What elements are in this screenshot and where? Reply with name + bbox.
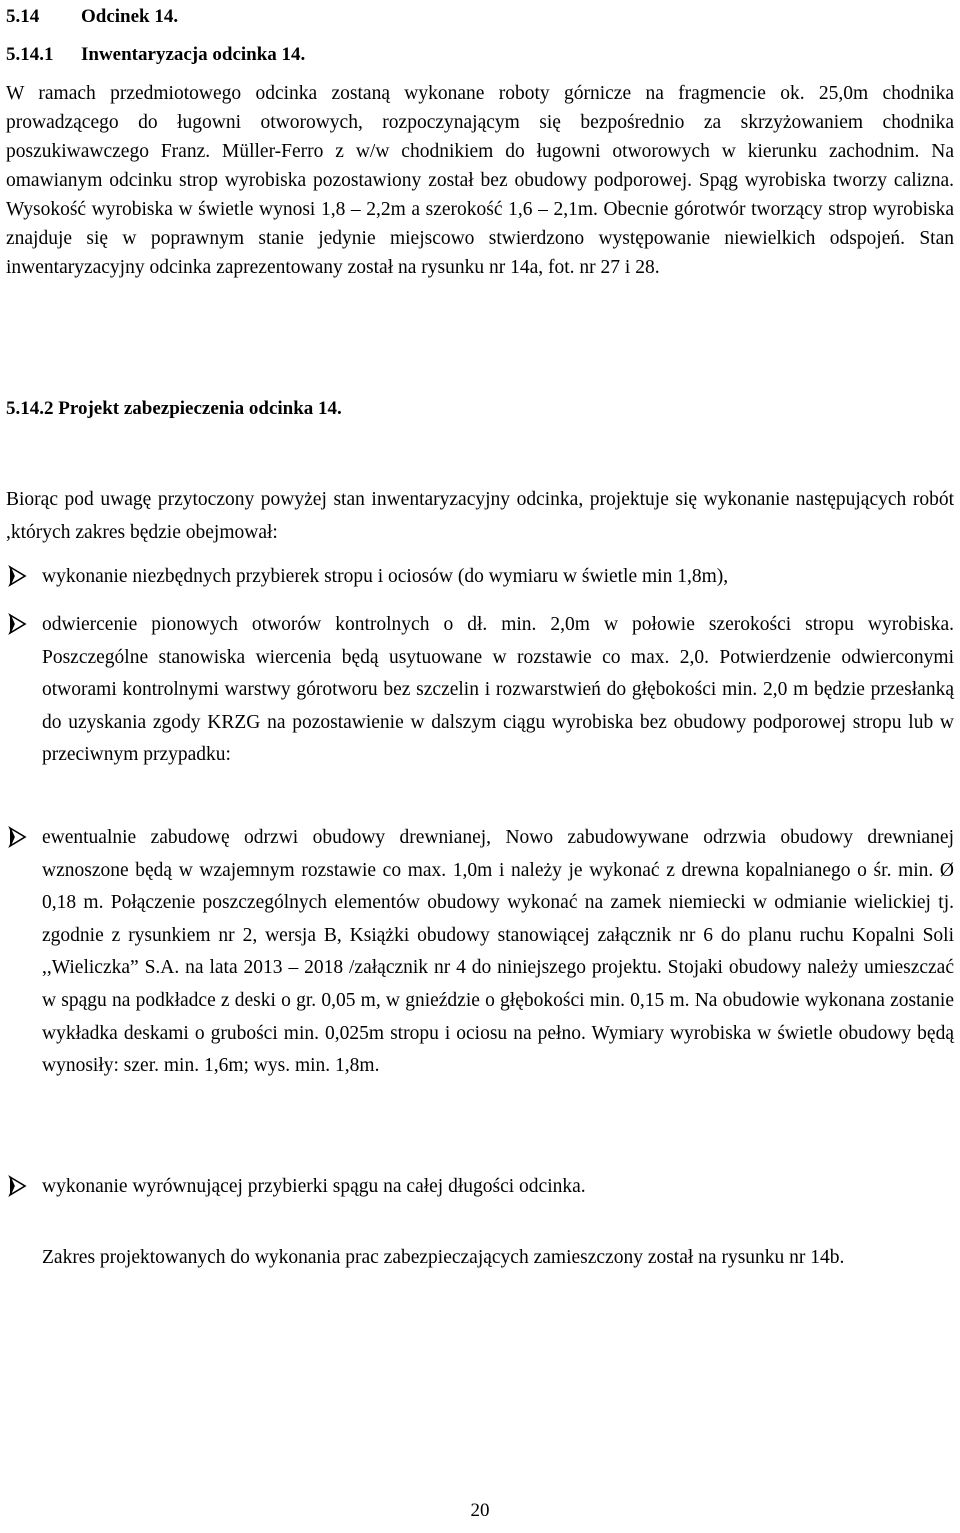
heading-number: 5.14.2 xyxy=(6,398,54,419)
heading-section-5-14 xyxy=(6,4,178,29)
heading-title: Inwentaryzacja odcinka 14. xyxy=(81,44,306,65)
summary-paragraph: Zakres projektowanych do wykonania prac zabezpieczających zamieszczony został na rysunku nr 14b. xyxy=(42,1247,845,1268)
arrowhead-bullet-icon xyxy=(6,564,28,588)
arrowhead-bullet-icon xyxy=(6,612,28,636)
project-intro-paragraph: Biorąc pod uwagę przytoczony powyżej stan inwentaryzacyjny odcinka, projektuje się wykonanie następujących robót ,których zakres będzie obejmował: xyxy=(6,489,954,543)
heading-title: Projekt zabezpieczenia odcinka 14. xyxy=(58,398,342,419)
bullet-text: odwiercenie pionowych otworów kontrolnych o dł. min. 2,0m w połowie szerokości stropu wyrobiska. Poszczególne stanowiska wiercenia będą usytuowane w rozstawie co max. 2,0. Potwierdzenie odwierconymi otworami kontrolnymi warstwy górotworu bez szczelin i rozwarstwień do głębokości min. 2,0 m będzie przesłanką do uzyskania zgody KRZG na pozostawienie w dalszym ciągu wyrobiska bez obudowy podporowej stropu lub w przeciwnym przypadku: xyxy=(42,614,954,766)
heading-number: 5.14.1 xyxy=(6,44,54,65)
arrowhead-bullet-icon xyxy=(6,1174,28,1198)
heading-title: Odcinek 14. xyxy=(81,6,179,27)
page-number: 20 xyxy=(470,1500,490,1521)
bullet-text: wykonanie niezbędnych przybierek stropu i ociosów (do wymiaru w świetle min 1,8m), xyxy=(42,566,729,587)
heading-section-5-14-2 xyxy=(6,396,342,421)
heading-number: 5.14 xyxy=(6,6,40,27)
bullet-text: ewentualnie zabudowę odrzwi obudowy drewnianej, Nowo zabudowywane odrzwia obudowy drewnianej wznoszone będą w wzajemnym rozstawie co max. 1,0m i należy je wykonać z drewna kopalnianego o śr. min. Ø 0,18 m. Połączenie poszczególnych elementów obudowy wykonać na zamek niemiecki w odmianie wielickiej tj. zgodnie z rysunkiem nr 2, wersja B, Książki obudowy stanowiącej załącznik nr 6 do planu ruchu Kopalni Soli ,,Wieliczka” S.A. na lata 2013 – 2018 /załącznik nr 4 do niniejszego projektu. Stojaki obudowy należy umieszczać w spągu na podkładce z deski o gr. 0,05 m, w gnieździe o głębokości min. 0,15 m. Na obudowie wykonana zostanie wykładka deskami o grubości min. 0,025m stropu i ociosu na pełno. Wymiary wyrobiska w świetle obudowy będą wynosiły: szer. min. 1,6m; wys. min. 1,8m. xyxy=(42,827,954,1077)
heading-section-5-14-1 xyxy=(6,42,305,67)
bullet-text: wykonanie wyrównującej przybierki spągu na całej długości odcinka. xyxy=(42,1176,586,1197)
arrowhead-bullet-icon xyxy=(6,825,28,849)
inventory-paragraph: W ramach przedmiotowego odcinka zostaną wykonane roboty górnicze na fragmencie ok. 25,0m chodnika prowadzącego do ługowni otworowych, rozpoczynającym się bezpośrednio za skrzyżowaniem chodnika poszukiwawczego Franz. Müller-Ferro z w/w chodnikiem do ługowni otworowych w kierunku zachodnim. Na omawianym odcinku strop wyrobiska pozostawiony został bez obudowy podporowej. Spąg wyrobiska tworzy calizna. Wysokość wyrobiska w świetle wynosi 1,8 – 2,2m a szerokość 1,6 – 2,1m. Obecnie górotwór tworzący strop wyrobiska znajduje się w poprawnym stanie jedynie miejscowo stwierdzono występowanie niewielkich odspojeń. Stan inwentaryzacyjny odcinka zaprezentowany został na rysunku nr 14a, fot. nr 27 i 28. xyxy=(6,83,954,278)
